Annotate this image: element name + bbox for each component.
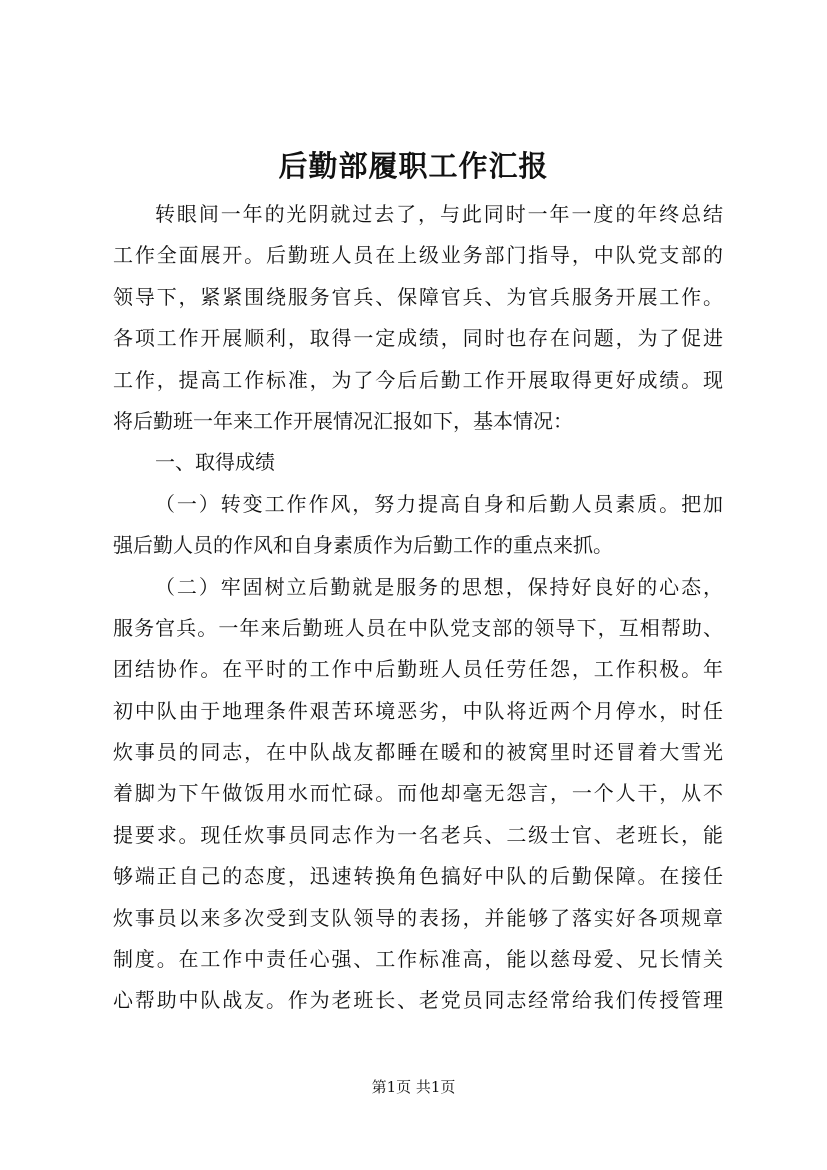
body-line: 制度。在工作中责任心强、工作标准高，能以慈母爱、兄长情关: [113, 947, 723, 972]
body-line: 炊事员的同志，在中队战友都睡在暖和的被窝里时还冒着大雪光: [113, 740, 723, 765]
body-line: 初中队由于地理条件艰苦环境恶劣，中队将近两个月停水，时任: [113, 698, 723, 723]
body-line: 工作，提高工作标准，为了今后后勤工作开展取得更好成绩。现: [113, 367, 723, 392]
body-line: 服务官兵。一年来后勤班人员在中队党支部的领导下，互相帮助、: [113, 615, 723, 640]
body-line: 转眼间一年的光阴就过去了，与此同时一年一度的年终总结: [155, 202, 723, 226]
document-title: 后勤部履职工作汇报: [278, 149, 549, 183]
body-line: 工作全面展开。后勤班人员在上级业务部门指导，中队党支部的: [113, 243, 723, 268]
body-line: 各项工作开展顺利，取得一定成绩，同时也存在问题，为了促进: [113, 326, 723, 351]
body-line: 着脚为下午做饭用水而忙碌。而他却毫无怨言，一个人干，从不: [113, 781, 723, 806]
body-line: 将后勤班一年来工作开展情况汇报如下，基本情况：: [113, 408, 573, 433]
page-footer: 第1页 共1页: [371, 1078, 456, 1096]
body-line: 提要求。现任炊事员同志作为一名老兵、二级士官、老班长，能: [113, 822, 723, 847]
document-body: [113, 194, 723, 1022]
body-line: 团结协作。在平时的工作中后勤班人员任劳任怨，工作积极。年: [113, 657, 723, 682]
body-line: 领导下，紧紧围绕服务官兵、保障官兵、为官兵服务开展工作。: [113, 284, 723, 309]
body-line: 一、取得成绩: [155, 450, 275, 475]
body-line: （二）牢固树立后勤就是服务的思想，保持好良好的心态，: [155, 574, 723, 599]
body-line: 够端正自己的态度，迅速转换角色搞好中队的后勤保障。在接任: [113, 864, 723, 889]
body-line: 心帮助中队战友。作为老班长、老党员同志经常给我们传授管理: [113, 988, 723, 1013]
body-line: 强后勤人员的作风和自身素质作为后勤工作的重点来抓。: [113, 533, 613, 558]
body-line: （一）转变工作作风，努力提高自身和后勤人员素质。把加: [155, 491, 723, 516]
body-line: 炊事员以来多次受到支队领导的表扬，并能够了落实好各项规章: [113, 905, 723, 930]
